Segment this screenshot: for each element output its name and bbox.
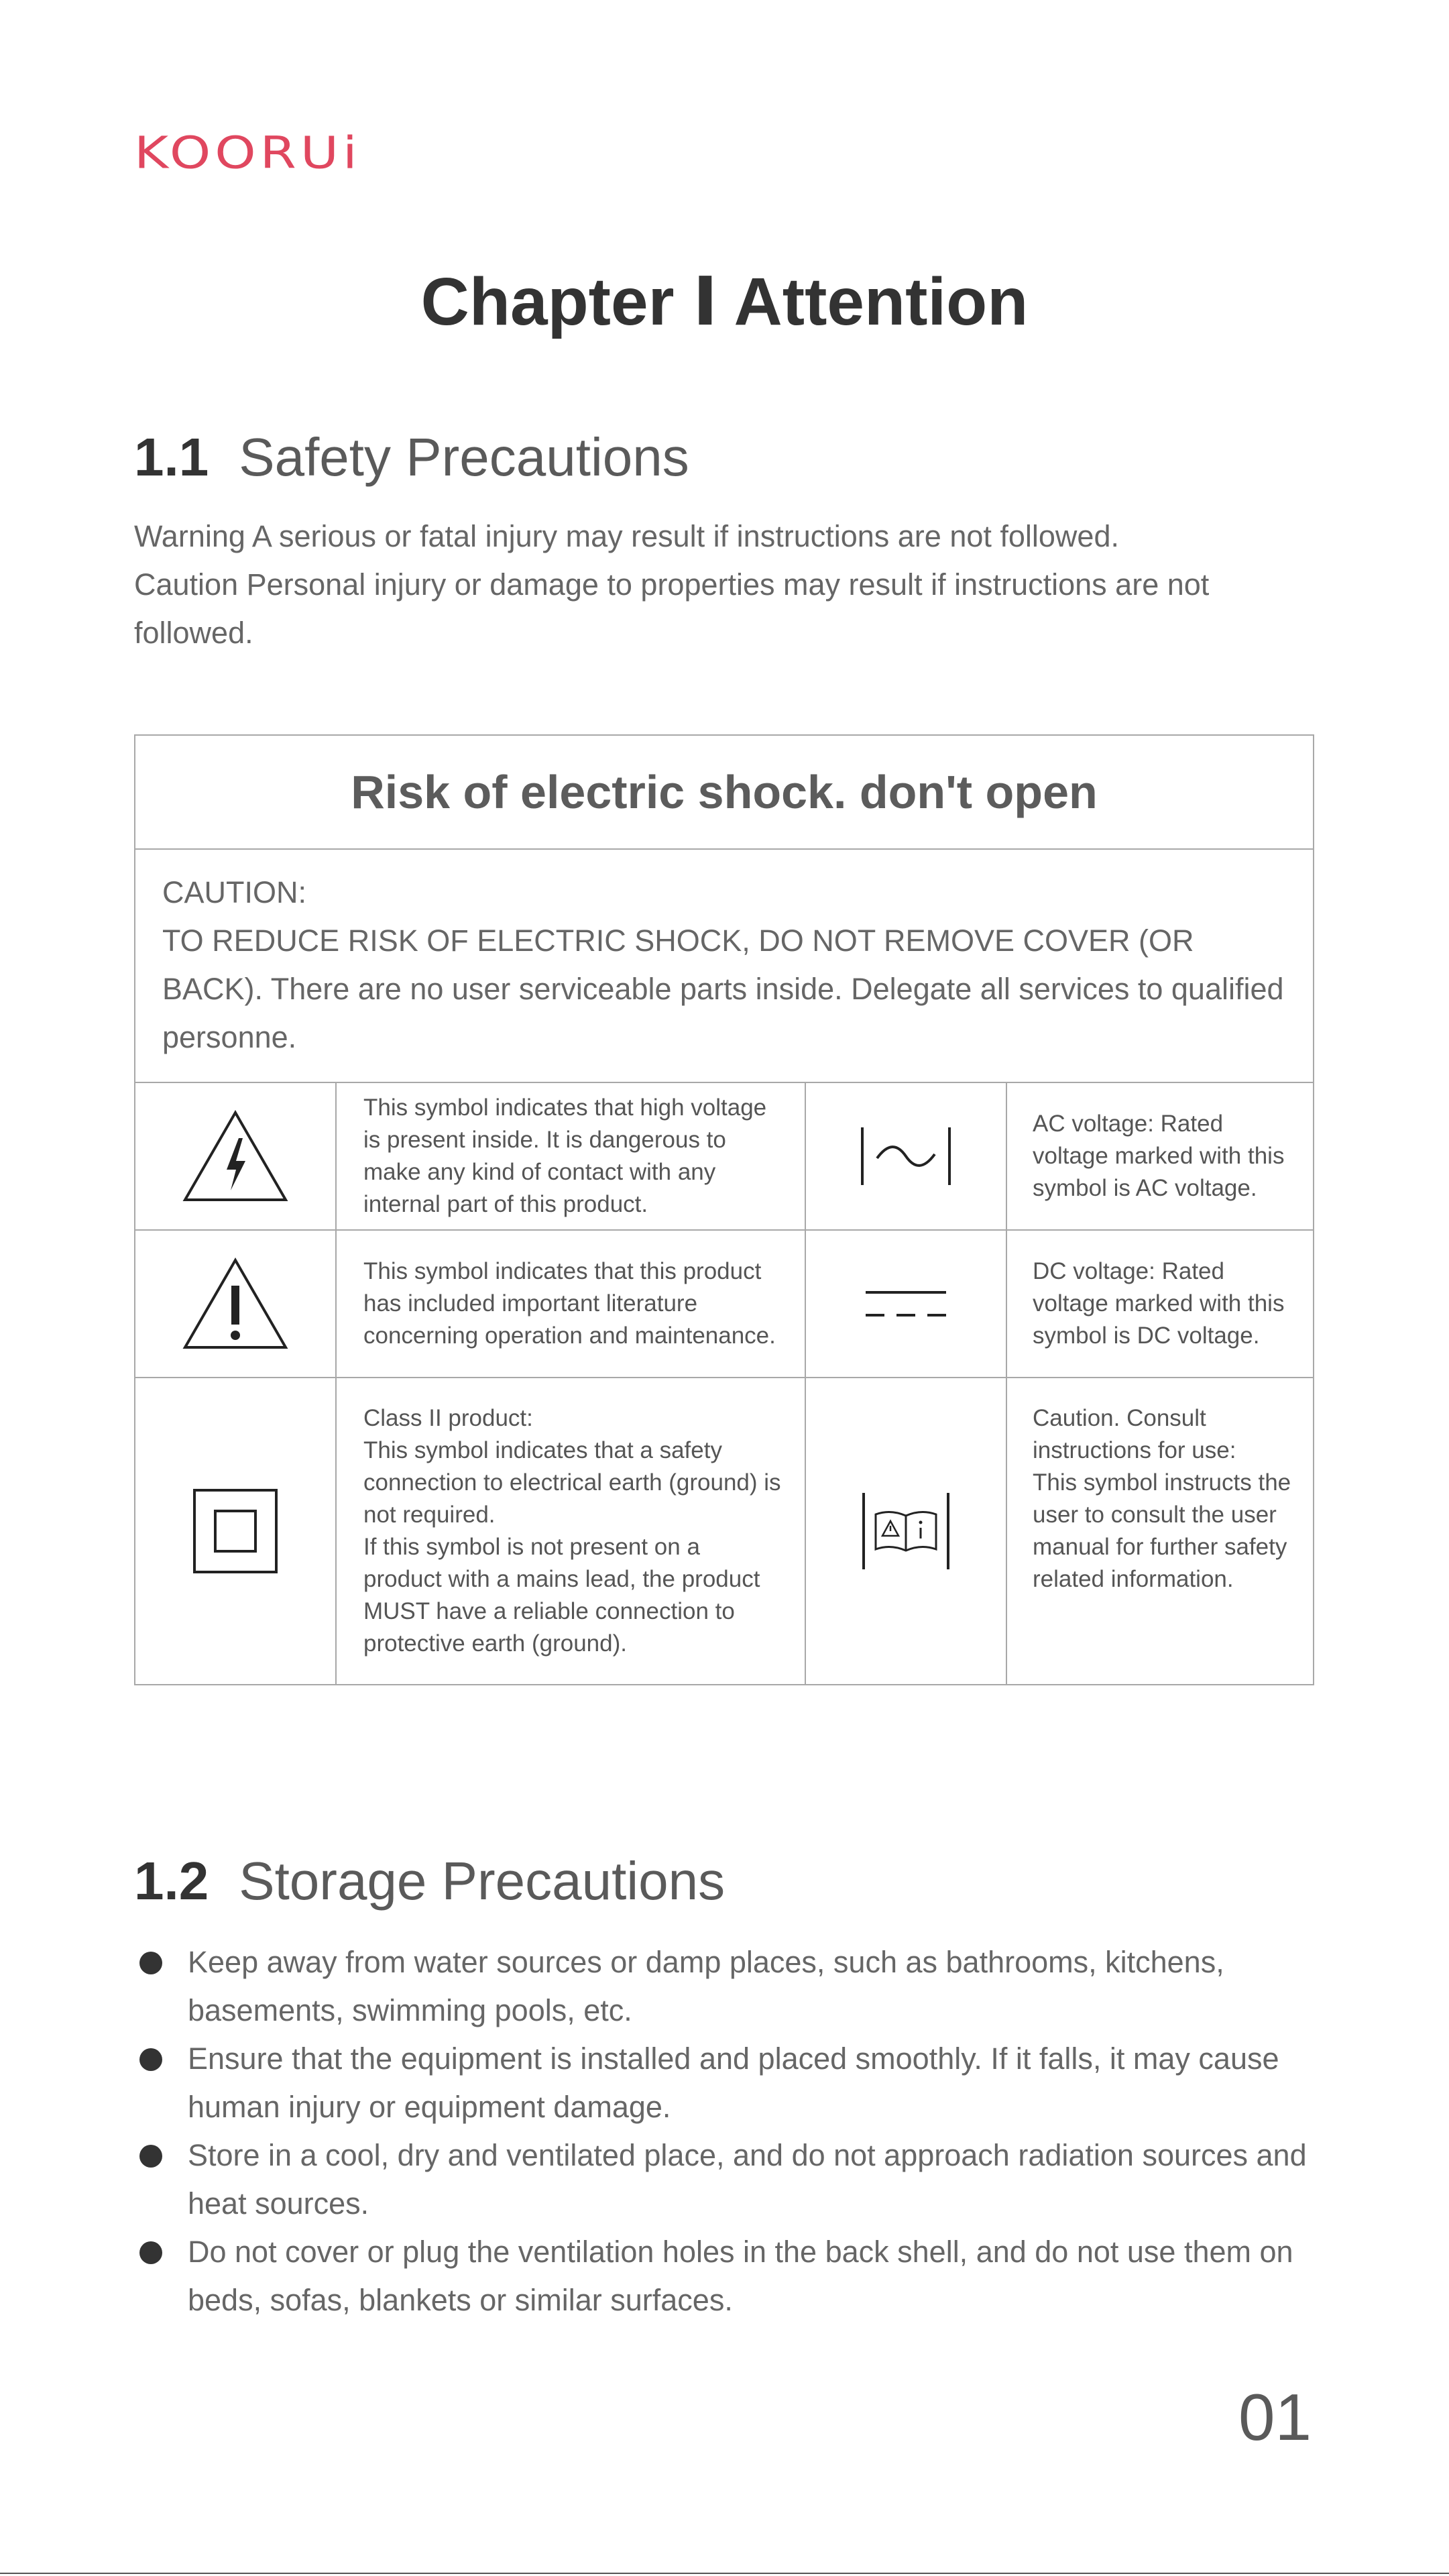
symbol-description-text: DC voltage: Rated voltage marked with this symbol is DC voltage.: [1033, 1258, 1285, 1349]
list-item-text: Store in a cool, dry and ventilated place, and do not approach radiation sources and heat sources.: [188, 2138, 1307, 2221]
symbol-cell: [135, 1378, 337, 1684]
symbol-cell: [806, 1378, 1007, 1684]
bullet-icon: [139, 2241, 162, 2264]
section-heading-storage: [134, 1851, 726, 1911]
symbol-description: [1007, 1083, 1313, 1229]
section-number: 1.2: [134, 1851, 209, 1911]
high-voltage-warning-icon: [178, 1106, 292, 1207]
bullet-icon: [139, 1952, 162, 1974]
list-item-text: Keep away from water sources or damp places, such as bathrooms, kitchens, basements, swimming pools, etc.: [188, 1945, 1224, 2027]
consult-manual-icon: [856, 1488, 956, 1575]
symbol-row: [135, 1231, 1313, 1378]
shock-table-title: Risk of electric shock. don't open: [135, 736, 1313, 850]
section-title: Safety Precautions: [239, 427, 689, 487]
list-item-text: Do not cover or plug the ventilation holes in the back shell, and do not use them on beds, sofas, blankets or similar surfaces.: [188, 2235, 1293, 2317]
symbol-cell: [135, 1083, 337, 1229]
symbol-description-text: This symbol indicates that high voltage is present inside. It is dangerous to make any kind of contact with any internal part of this product.: [363, 1095, 767, 1217]
symbol-description: [1007, 1378, 1313, 1684]
caution-text: TO REDUCE RISK OF ELECTRIC SHOCK, DO NOT REMOVE COVER (OR BACK). There are no user serviceable parts inside. Delegate all services to qualified personne.: [162, 923, 1284, 1054]
bullet-icon: [139, 2048, 162, 2071]
list-item: [134, 2131, 1328, 2228]
brand-logo: KOORUi: [134, 127, 361, 179]
symbol-cell: [806, 1083, 1007, 1229]
symbol-description: [1007, 1231, 1313, 1377]
list-item-text: Ensure that the equipment is installed and placed smoothly. If it falls, it may cause human injury or equipment damage.: [188, 2041, 1279, 2124]
exclamation-warning-icon: [178, 1253, 292, 1354]
safety-intro: [134, 512, 1328, 657]
storage-precautions-list: [134, 1938, 1328, 2325]
symbol-description: [337, 1378, 806, 1684]
list-item: [134, 2228, 1328, 2325]
list-item: [134, 1938, 1328, 2035]
symbol-row: [135, 1083, 1313, 1231]
warning-line: Warning A serious or fatal injury may result if instructions are not followed.: [134, 519, 1119, 553]
symbol-description: [337, 1231, 806, 1377]
caution-label: CAUTION:: [162, 875, 307, 909]
dc-voltage-icon: [856, 1280, 956, 1327]
section-number: 1.1: [134, 427, 209, 487]
bullet-icon: [139, 2145, 162, 2168]
symbol-description-text: Class II product: This symbol indicates that a safety connection to electrical earth (ground) is not required. If this symbol is not present on a product with a mains lead, the product MUST have a reliable connection to protective earth (ground).: [363, 1405, 781, 1657]
symbol-cell: [806, 1231, 1007, 1377]
class-ii-double-square-icon: [192, 1488, 279, 1575]
ac-voltage-icon: [856, 1119, 956, 1193]
symbol-row: [135, 1378, 1313, 1684]
bottom-divider: [0, 2573, 1449, 2574]
symbol-description: [337, 1083, 806, 1229]
symbol-description-text: AC voltage: Rated voltage marked with this symbol is AC voltage.: [1033, 1111, 1285, 1201]
symbol-cell: [135, 1231, 337, 1377]
caution-line: Caution Personal injury or damage to properties may result if instructions are not followed.: [134, 567, 1210, 650]
electric-shock-table: [134, 734, 1314, 1685]
page-number: 01: [1238, 2380, 1312, 2454]
section-title: Storage Precautions: [239, 1851, 726, 1911]
list-item: [134, 2035, 1328, 2131]
symbol-description-text: Caution. Consult instructions for use: This symbol instructs the user to consult the user manual for further safety related information.: [1033, 1405, 1291, 1592]
section-heading-safety: [134, 427, 689, 487]
caution-block: [135, 850, 1313, 1083]
symbol-description-text: This symbol indicates that this product has included important literature concerning operation and maintenance.: [363, 1258, 776, 1349]
chapter-title: Chapter Ⅰ Attention: [420, 264, 1029, 339]
